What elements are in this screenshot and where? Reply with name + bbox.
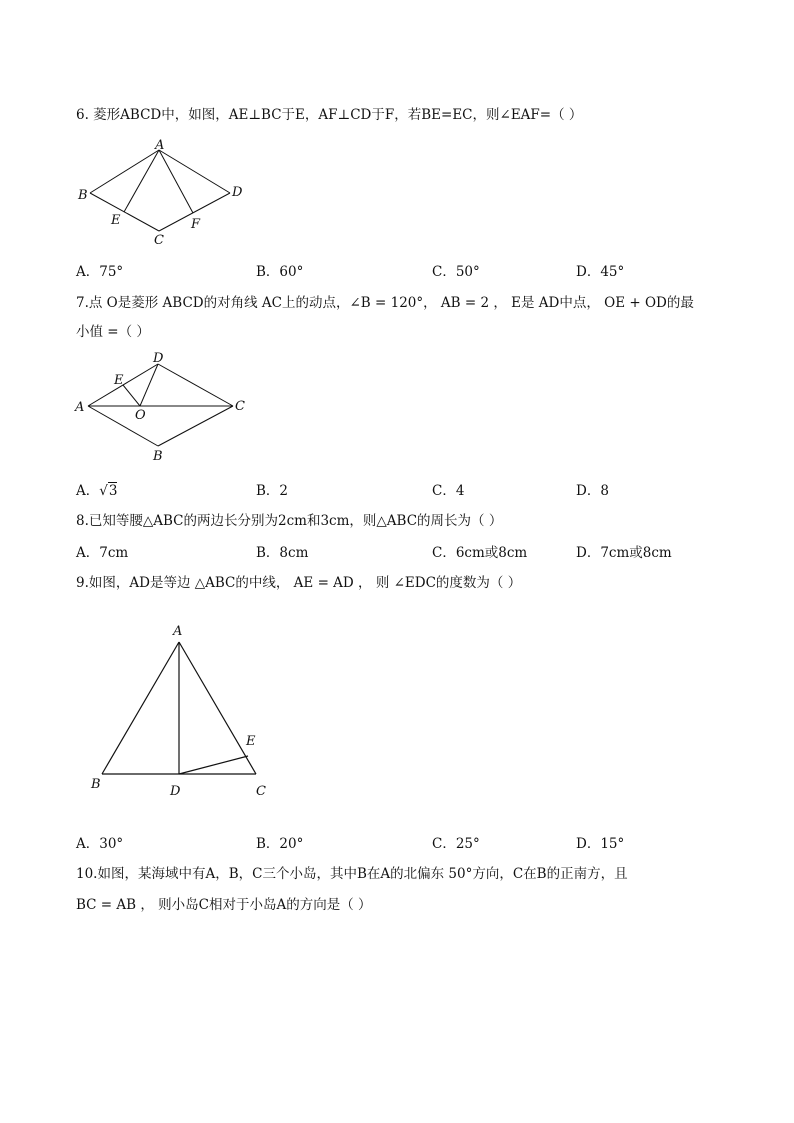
- q6-option-b[interactable]: B．60°: [256, 264, 304, 280]
- label-b: B: [91, 777, 101, 792]
- label-c: C: [154, 233, 164, 248]
- label-e: E: [246, 734, 256, 749]
- q8-option-d[interactable]: D．7cm或8cm: [576, 545, 672, 561]
- question-8-text: 8.已知等腰△ABC的两边长分别为2cm和3cm，则△ABC的周长为（ ）: [76, 513, 503, 529]
- figure-rhombus-q7: [70, 350, 260, 465]
- question-6-text: 6. 菱形ABCD中，如图，AE⊥BC于E，AF⊥CD于F，若BE=EC，则∠EAF=（ ）: [76, 107, 583, 123]
- q7-option-c[interactable]: C．4: [432, 483, 465, 499]
- q7-option-b[interactable]: B．2: [256, 483, 289, 499]
- q9-option-d[interactable]: D．15°: [576, 836, 625, 852]
- question-7-line-2: 小值 =（ ）: [76, 324, 150, 340]
- label-c: C: [256, 784, 266, 799]
- label-e: E: [111, 213, 121, 228]
- q8-option-c[interactable]: C．6cm或8cm: [432, 545, 528, 561]
- q7-option-a-prefix: A．: [76, 483, 100, 499]
- label-c: C: [235, 399, 245, 414]
- label-o: O: [135, 408, 146, 423]
- question-10-line-2: BC = AB ， 则小岛C相对于小岛A的方向是（ ）: [76, 897, 372, 913]
- q9-option-b[interactable]: B．20°: [256, 836, 304, 852]
- q6-option-a[interactable]: A．75°: [76, 264, 124, 280]
- q7-option-a-radicand: 3: [108, 483, 118, 499]
- figure-rhombus-q6: [70, 138, 260, 250]
- label-e: E: [114, 373, 124, 388]
- label-f: F: [191, 217, 201, 232]
- q8-option-a[interactable]: A．7cm: [76, 545, 129, 561]
- q9-option-a[interactable]: A．30°: [76, 836, 124, 852]
- label-d: D: [170, 784, 181, 799]
- q6-option-c[interactable]: C．50°: [432, 264, 480, 280]
- label-b: B: [78, 188, 88, 203]
- sqrt-symbol: √3: [99, 483, 118, 499]
- question-9-text: 9.如图，AD是等边 △ABC的中线， AE = AD ， 则 ∠EDC的度数为（ ）: [76, 575, 522, 591]
- question-10-line-1: 10.如图，某海域中有A，B，C三个小岛，其中B在A的北偏东 50°方向，C在B的正南方，且: [76, 866, 628, 882]
- label-a: A: [173, 624, 183, 639]
- label-d: D: [153, 351, 164, 366]
- label-d: D: [232, 185, 243, 200]
- question-7-line-1: 7.点 O是菱形 ABCD的对角线 AC上的动点，∠B = 120°， AB = 2 ， E是 AD中点， OE + OD的最: [76, 295, 694, 311]
- q7-option-d[interactable]: D．8: [576, 483, 609, 499]
- figure-triangle-q9: [85, 620, 285, 805]
- q8-option-b[interactable]: B．8cm: [256, 545, 309, 561]
- q7-option-a[interactable]: [76, 479, 117, 499]
- q9-option-c[interactable]: C．25°: [432, 836, 480, 852]
- label-a: A: [155, 138, 165, 153]
- q6-option-d[interactable]: D．45°: [576, 264, 625, 280]
- label-a: A: [75, 400, 85, 415]
- label-b: B: [153, 449, 163, 464]
